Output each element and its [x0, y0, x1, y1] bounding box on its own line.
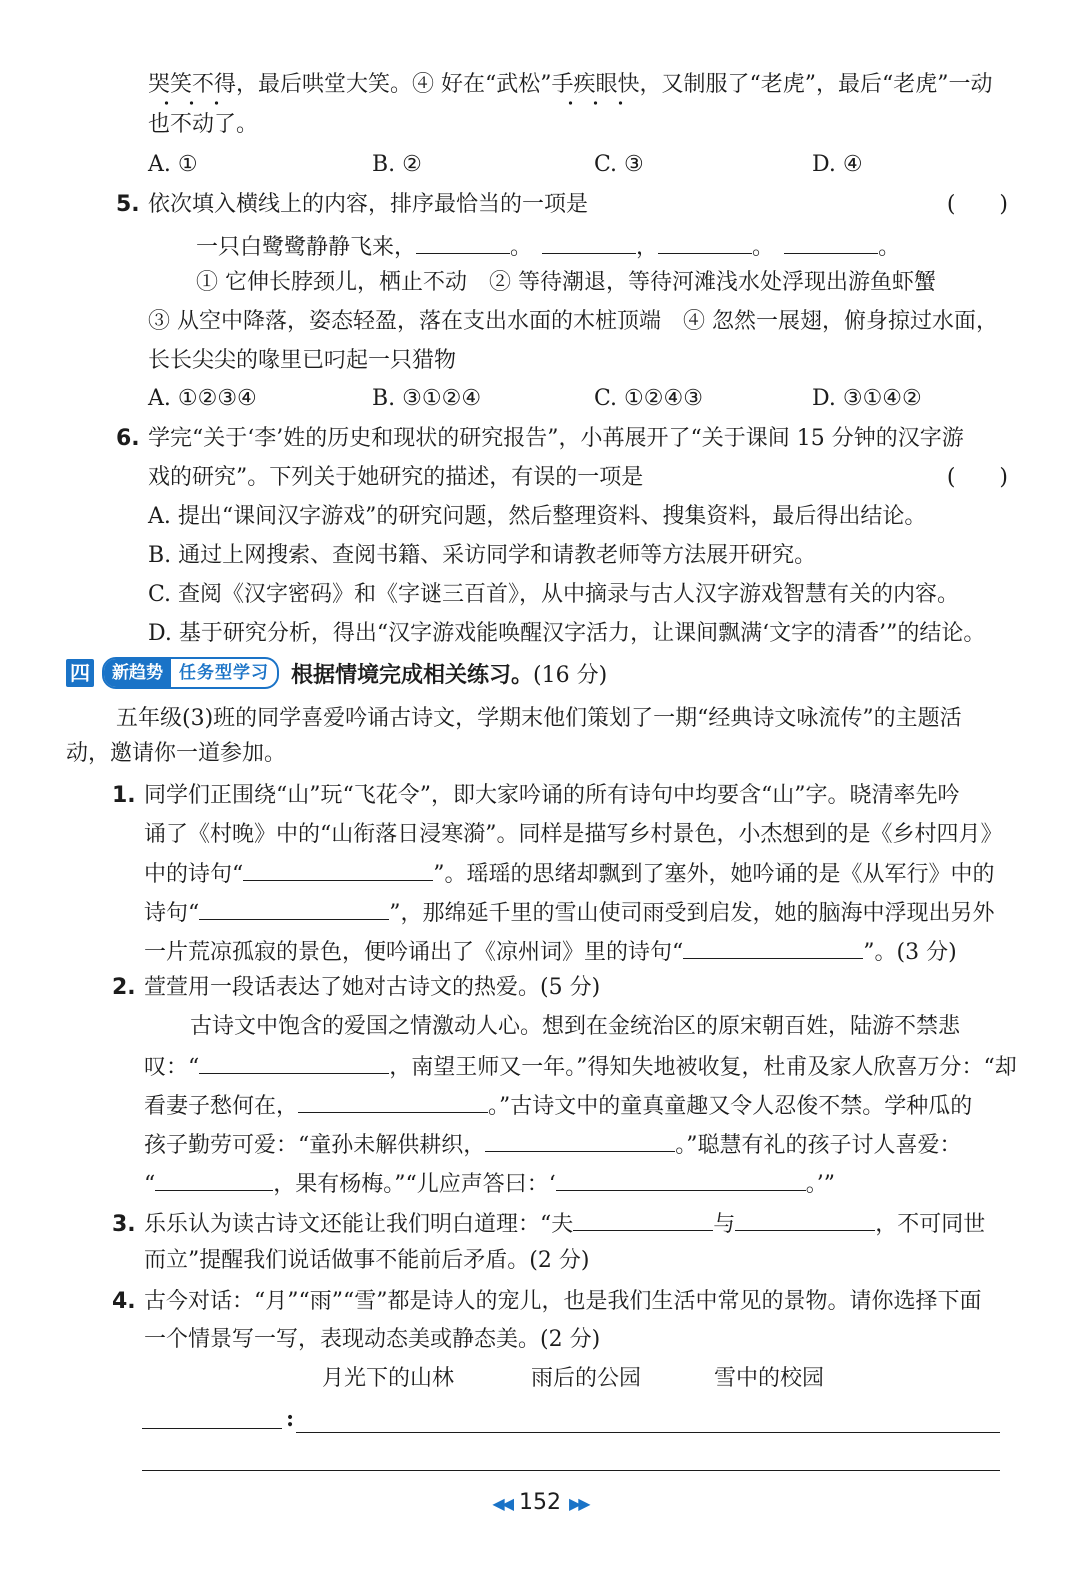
section-header [66, 658, 607, 688]
q5-items-line2: ③ 从空中降落，姿态轻盈，落在支出水面的木桩顶端 ④ 忽然一展翅，俯身掠过水面， [148, 309, 998, 334]
fill-blank[interactable] [298, 1090, 488, 1113]
q6-stem-line2: 戏的研究”。下列关于她研究的描述，有误的一项是 [148, 465, 644, 490]
s4q2-line2: 古诗文中饱含的爱国之情激动人心。想到在金统治区的原宋朝百姓，陆游不禁悲 [190, 1014, 961, 1039]
fill-blank[interactable] [199, 897, 389, 920]
scene-option-1[interactable]: 月光下的山林 [322, 1366, 455, 1391]
option-c[interactable]: C. ③ [594, 152, 644, 177]
colon-separator: : [286, 1406, 295, 1432]
option-a[interactable]: A. ①②③④ [148, 386, 257, 411]
fill-blank[interactable] [199, 1051, 389, 1074]
s4q1-line4: 诗句“ ”，那绵延千里的雪山使司雨受到启发，她的脑海中浮现出另外 [144, 897, 995, 929]
s4q1-line5: 一片荒凉孤寂的景色，便吟诵出了《凉州词》里的诗句“ ”。(3 分) [144, 936, 957, 968]
question-number: 3. [112, 1212, 136, 1237]
option-d[interactable]: D. ③①④② [812, 386, 922, 411]
fill-blank[interactable] [416, 231, 510, 254]
s4q2-line4: 看妻子愁何在， 。”古诗文中的童真童趣又令人忍俊不禁。学种瓜的 [144, 1090, 972, 1122]
q6-option-b[interactable]: B. 通过上网搜索、查阅书籍、采访同学和请教老师等方法展开研究。 [148, 543, 817, 568]
question-number: 4. [112, 1289, 136, 1314]
section-score: (16 分) [533, 662, 608, 688]
next-arrow-icon: ▶▶ [569, 1493, 588, 1513]
question-number: 1. [112, 783, 136, 808]
fill-blank[interactable] [485, 1129, 675, 1152]
fill-blank[interactable] [658, 231, 752, 254]
q6-option-d[interactable]: D. 基于研究分析，得出“汉字游戏能唤醒汉字活力，让课间飘满‘文字的清香’”的结论。 [148, 621, 986, 646]
emphasis-phrase: 手疾眼快 [551, 72, 640, 97]
s4q1-line3: 中的诗句“ ”。瑶瑶的思绪却飘到了塞外，她吟诵的是《从军行》中的 [144, 858, 995, 890]
badge-task-learning: 任务型学习 [179, 663, 269, 683]
section-badge [102, 657, 279, 689]
question-number: 2. [112, 975, 136, 1000]
q4-continuation-line1: 哭笑不得，最后哄堂大笑。④ 好在“武松”手疾眼快，又制服了“老虎”，最后“老虎”一动 [148, 72, 993, 97]
scene-option-2[interactable]: 雨后的公园 [531, 1366, 642, 1391]
prev-arrow-icon: ◀◀ [492, 1493, 511, 1513]
s4q3-line1: 3. 乐乐认为读古诗文还能让我们明白道理：“夫 与 ，不可同世 [112, 1208, 985, 1240]
s4q2-line3: 叹：“ ，南望王师又一年。”得知失地被收复，杜甫及家人欣喜万分：“却 [144, 1051, 1017, 1083]
badge-new-trend: 新趋势 [104, 659, 171, 687]
s4q2-line6: “ ，果有杨梅。”“儿应声答曰：‘ 。’” [144, 1168, 835, 1200]
fill-blank[interactable] [573, 1208, 713, 1231]
option-c[interactable]: C. ①②④③ [594, 386, 703, 411]
fill-blank[interactable] [683, 936, 863, 959]
option-a[interactable]: A. ① [148, 152, 198, 177]
question-number: 5. [116, 192, 140, 217]
section-intro-line2: 动，邀请你一道参加。 [66, 741, 287, 766]
writing-line[interactable] [296, 1432, 1000, 1433]
q6-stem-line1: 6. 学完“关于‘李’姓的历史和现状的研究报告”，小苒展开了“关于课间 15 分钟的汉字游 [116, 424, 964, 454]
fill-blank[interactable] [556, 1168, 806, 1191]
section-intro-line1: 五年级(3)班的同学喜爱吟诵古诗文，学期末他们策划了一期“经典诗文咏流传”的主题活 [116, 706, 962, 731]
emphasis-phrase: 哭笑不得 [148, 72, 237, 97]
q5-items-line1: ① 它伸长脖颈儿，栖止不动 ② 等待潮退，等待河滩浅水处浮现出游鱼虾蟹 [196, 270, 936, 295]
section-title: 根据情境完成相关练习。 [291, 662, 534, 688]
fill-blank[interactable] [735, 1208, 875, 1231]
scene-choice-line[interactable] [142, 1428, 282, 1429]
section-number: 四 [66, 659, 94, 687]
q4-continuation-line2: 也不动了。 [148, 112, 259, 137]
s4q2-line1: 2. 萱萱用一段话表达了她对古诗文的热爱。(5 分) [112, 973, 600, 1003]
question-number: 6. [116, 426, 140, 451]
fill-blank[interactable] [155, 1168, 273, 1191]
option-b[interactable]: B. ③①②④ [372, 386, 482, 411]
answer-bracket[interactable]: ( ) [946, 192, 1008, 217]
fill-blank[interactable] [784, 231, 878, 254]
page-number: 152 [519, 1490, 561, 1515]
option-d[interactable]: D. ④ [812, 152, 863, 177]
fill-blank[interactable] [243, 858, 433, 881]
answer-bracket[interactable]: ( ) [946, 465, 1008, 490]
s4q1-line1: 1. 同学们正围绕“山”玩“飞花令”，即大家吟诵的所有诗句中均要含“山”字。晓清率先吟 [112, 781, 960, 811]
s4q3-line2: 而立”提醒我们说话做事不能前后矛盾。(2 分) [144, 1248, 590, 1273]
page-footer [0, 1490, 1080, 1515]
fill-blank[interactable] [542, 231, 636, 254]
q5-items-line3: 长长尖尖的喙里已叼起一只猎物 [148, 348, 457, 373]
q5-stem: 5. 依次填入横线上的内容，排序最恰当的一项是 [116, 190, 588, 220]
option-b[interactable]: B. ② [372, 152, 422, 177]
scene-option-3[interactable]: 雪中的校园 [714, 1366, 825, 1391]
q6-option-c[interactable]: C. 查阅《汉字密码》和《字谜三百首》，从中摘录与古人汉字游戏智慧有关的内容。 [148, 582, 960, 607]
s4q2-line5: 孩子勤劳可爱：“童孙未解供耕织， 。”聪慧有礼的孩子讨人喜爱： [144, 1129, 962, 1161]
s4q1-line2: 诵了《村晚》中的“山衔落日浸寒漪”。同样是描写乡村景色，小杰想到的是《乡村四月》 [144, 822, 1003, 847]
q6-option-a[interactable]: A. 提出“课间汉字游戏”的研究问题，然后整理资料、搜集资料，最后得出结论。 [148, 504, 927, 529]
s4q4-line1: 4. 古今对话：“月”“雨”“雪”都是诗人的宠儿，也是我们生活中常见的景物。请你选择下面 [112, 1287, 982, 1317]
q5-sentence: 一只白鹭鹭静静飞来， 。 ， 。 。 [196, 231, 900, 263]
writing-line[interactable] [142, 1470, 1000, 1471]
s4q4-line2: 一个情景写一写，表现动态美或静态美。(2 分) [144, 1327, 601, 1352]
